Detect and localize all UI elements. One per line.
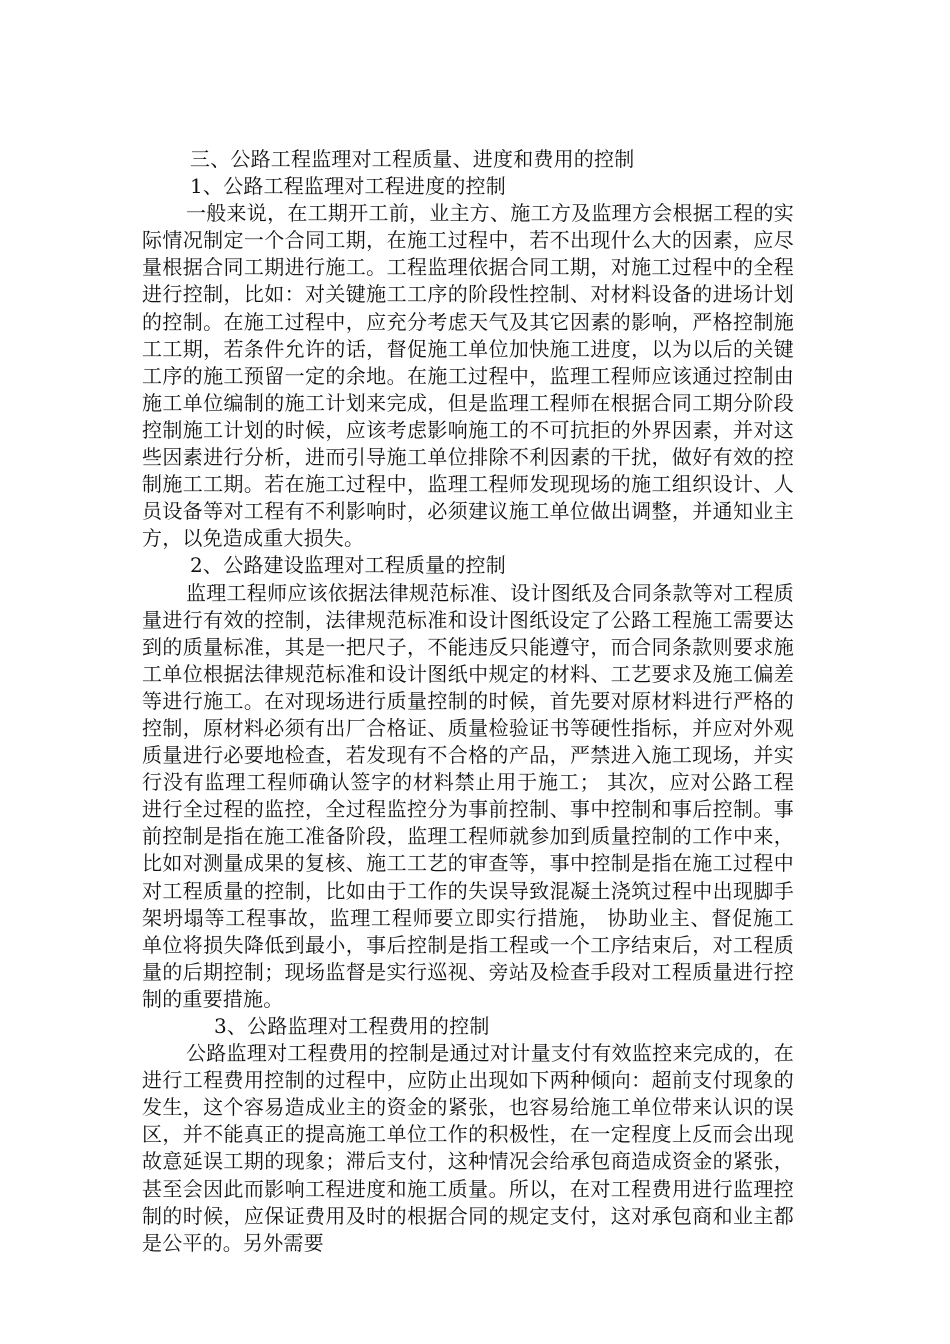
subsection-title-schedule: 1、公路工程监理对工程进度的控制 <box>190 174 506 199</box>
paragraph-cost-control: 公路监理对工程费用的控制是通过对计量支付有效监控来完成的，在进行工程费用控制的过程中，应防止出现如下两种倾向：超前支付现象的发生，这个容易造成业主的资金的紧张，也容易给施工单位带来认识的误区，并不能真正的提高施工单位工作的积极性，在一定程度上反而会出现故意延误工期的现象；滞后支付，这种情况会给承包商造成资金的紧张， 甚至会因此而影响工程进度和施工质量。所以，在对工程费用进行监理控制的时候，应保证费用及时的根据合同的规定支付，这对承包商和业主都是公平的。另外需要 <box>142 1041 794 1255</box>
section-title: 三、公路工程监理对工程质量、进度和费用的控制 <box>190 147 635 171</box>
document-body <box>142 146 794 1257</box>
subsection-title-quality: 2、公路建设监理对工程质量的控制 <box>190 553 506 578</box>
paragraph-schedule-control: 一般来说，在工期开工前，业主方、施工方及监理方会根据工程的实际情况制定一个合同工期，在施工过程中，若不出现什么大的因素，应尽量根据合同工期进行施工。工程监理依据合同工期，对施工过程中的全程进行控制，比如：对关键施工工序的阶段性控制、对材料设备的进场计划的控制。在施工过程中，应充分考虑天气及其它因素的影响，严格控制施工工期，若条件允许的话，督促施工单位加快施工进度，以为以后的关键工序的施工预留一定的余地。在施工过程中，监理工程师应该通过控制由施工单位编制的施工计划来完成，但是监理工程师在根据合同工期分阶段控制施工计划的时候，应该考虑影响施工的不可抗拒的外界因素，并对这些因素进行分析，进而引导施工单位排除不利因素的干扰，做好有效的控制施工工期。若在施工过程中，监理工程师发现现场的施工组织设计、人员设备等对工程有不利影响时，必须建议施工单位做出调整，并通知业主方，以免造成重大损失。 <box>142 201 794 551</box>
paragraph-quality-control: 监理工程师应该依据法律规范标准、设计图纸及合同条款等对工程质量进行有效的控制，法律规范标准和设计图纸设定了公路工程施工需要达到的质量标准，其是一把尺子，不能违反只能遵守，而合同条款则要求施工单位根据法律规范标准和设计图纸中规定的材料、工艺要求及施工偏差等进行施工。在对现场进行质量控制的时候，首先要对原材料进行严格的控制，原材料必须有出厂合格证、质量检验证书等硬性指标，并应对外观质量进行必要地检查，若发现有不合格的产品，严禁进入施工现场，并实行没有监理工程师确认签字的材料禁止用于施工； 其次，应对公路工程进行全过程的监控，全过程监控分为事前控制、事中控制和事后控制。事前控制是指在施工准备阶段，监理工程师就参加到质量控制的工作中来，比如对测量成果的复核、施工工艺的审查等，事中控制是指在施工过程中对工程质量的控制，比如由于工作的失误导致混凝土浇筑过程中出现脚手架坍塌等工程事故，监理工程师要立即实行措施， 协助业主、督促施工单位将损失降低到最小，事后控制是指工程或一个工序结束后，对工程质量的后期控制；现场监督是实行巡视、旁站及检查手段对工程质量进行控制的重要措施。 <box>142 580 794 1011</box>
subsection-title-cost: 3、公路监理对工程费用的控制 <box>214 1014 490 1038</box>
